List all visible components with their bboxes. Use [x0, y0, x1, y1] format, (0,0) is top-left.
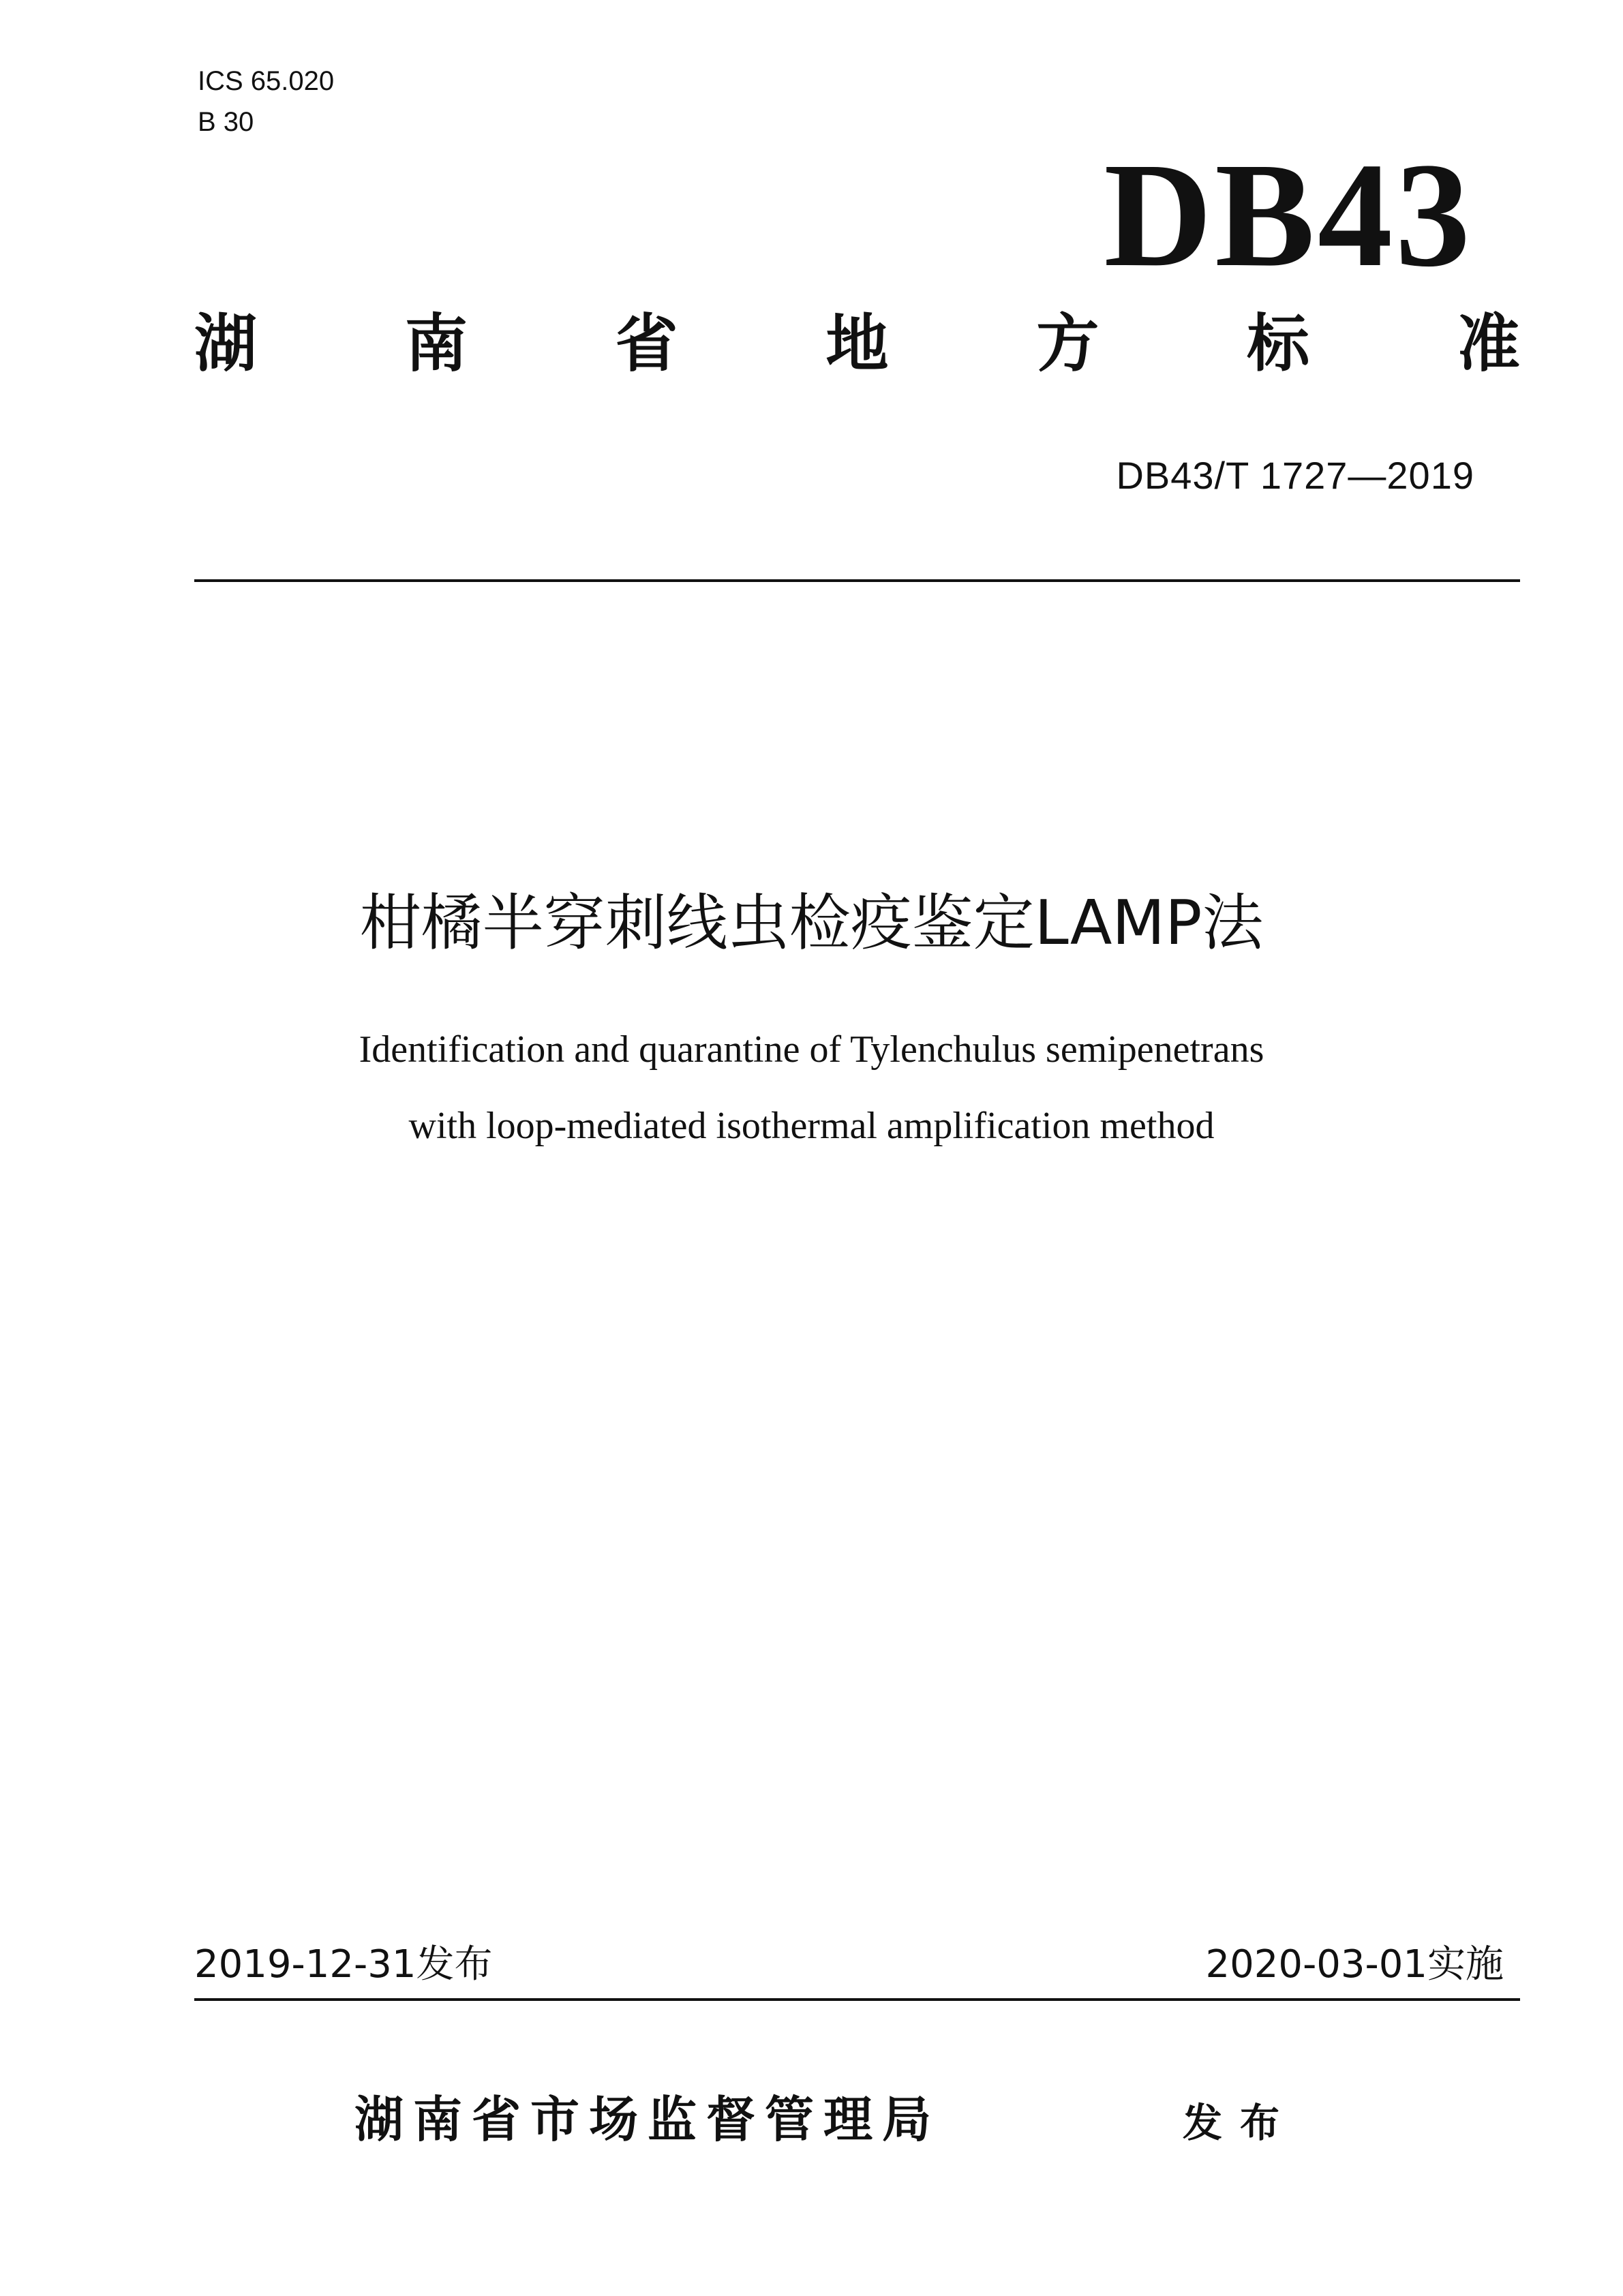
ics-code: ICS 65.020	[198, 66, 335, 96]
standard-type-char: 方	[1036, 307, 1099, 380]
document-title-en-line1: Identification and quarantine of Tylenchulus semipenetrans	[359, 1028, 1264, 1071]
document-title-cn: 柑橘半穿刺线虫检疫鉴定LAMP法	[359, 887, 1264, 959]
document-title-en-line2: with loop-mediated isothermal amplification method	[408, 1105, 1215, 1147]
standard-type-char: 标	[1247, 307, 1310, 380]
ccs-code: B 30	[198, 107, 254, 137]
implementation-date: 2020-03-01实施	[1205, 1942, 1504, 1987]
standard-code-mark: DB43	[1104, 132, 1473, 298]
publisher-name: 湖南省市场监督管理局	[354, 2091, 941, 2148]
standard-type-char: 准	[1457, 307, 1520, 380]
footer-divider	[194, 1998, 1520, 2001]
header-divider	[194, 579, 1520, 582]
standard-number: DB43/T 1727—2019	[1116, 454, 1474, 497]
standard-type-char: 南	[404, 307, 468, 380]
standard-type-title	[194, 307, 1520, 382]
standard-type-char: 地	[825, 307, 889, 380]
standard-type-char: 湖	[194, 307, 258, 380]
issue-date: 2019-12-31发布	[194, 1942, 493, 1987]
standard-type-char: 省	[615, 307, 678, 380]
publish-label: 发布	[1183, 2100, 1298, 2146]
